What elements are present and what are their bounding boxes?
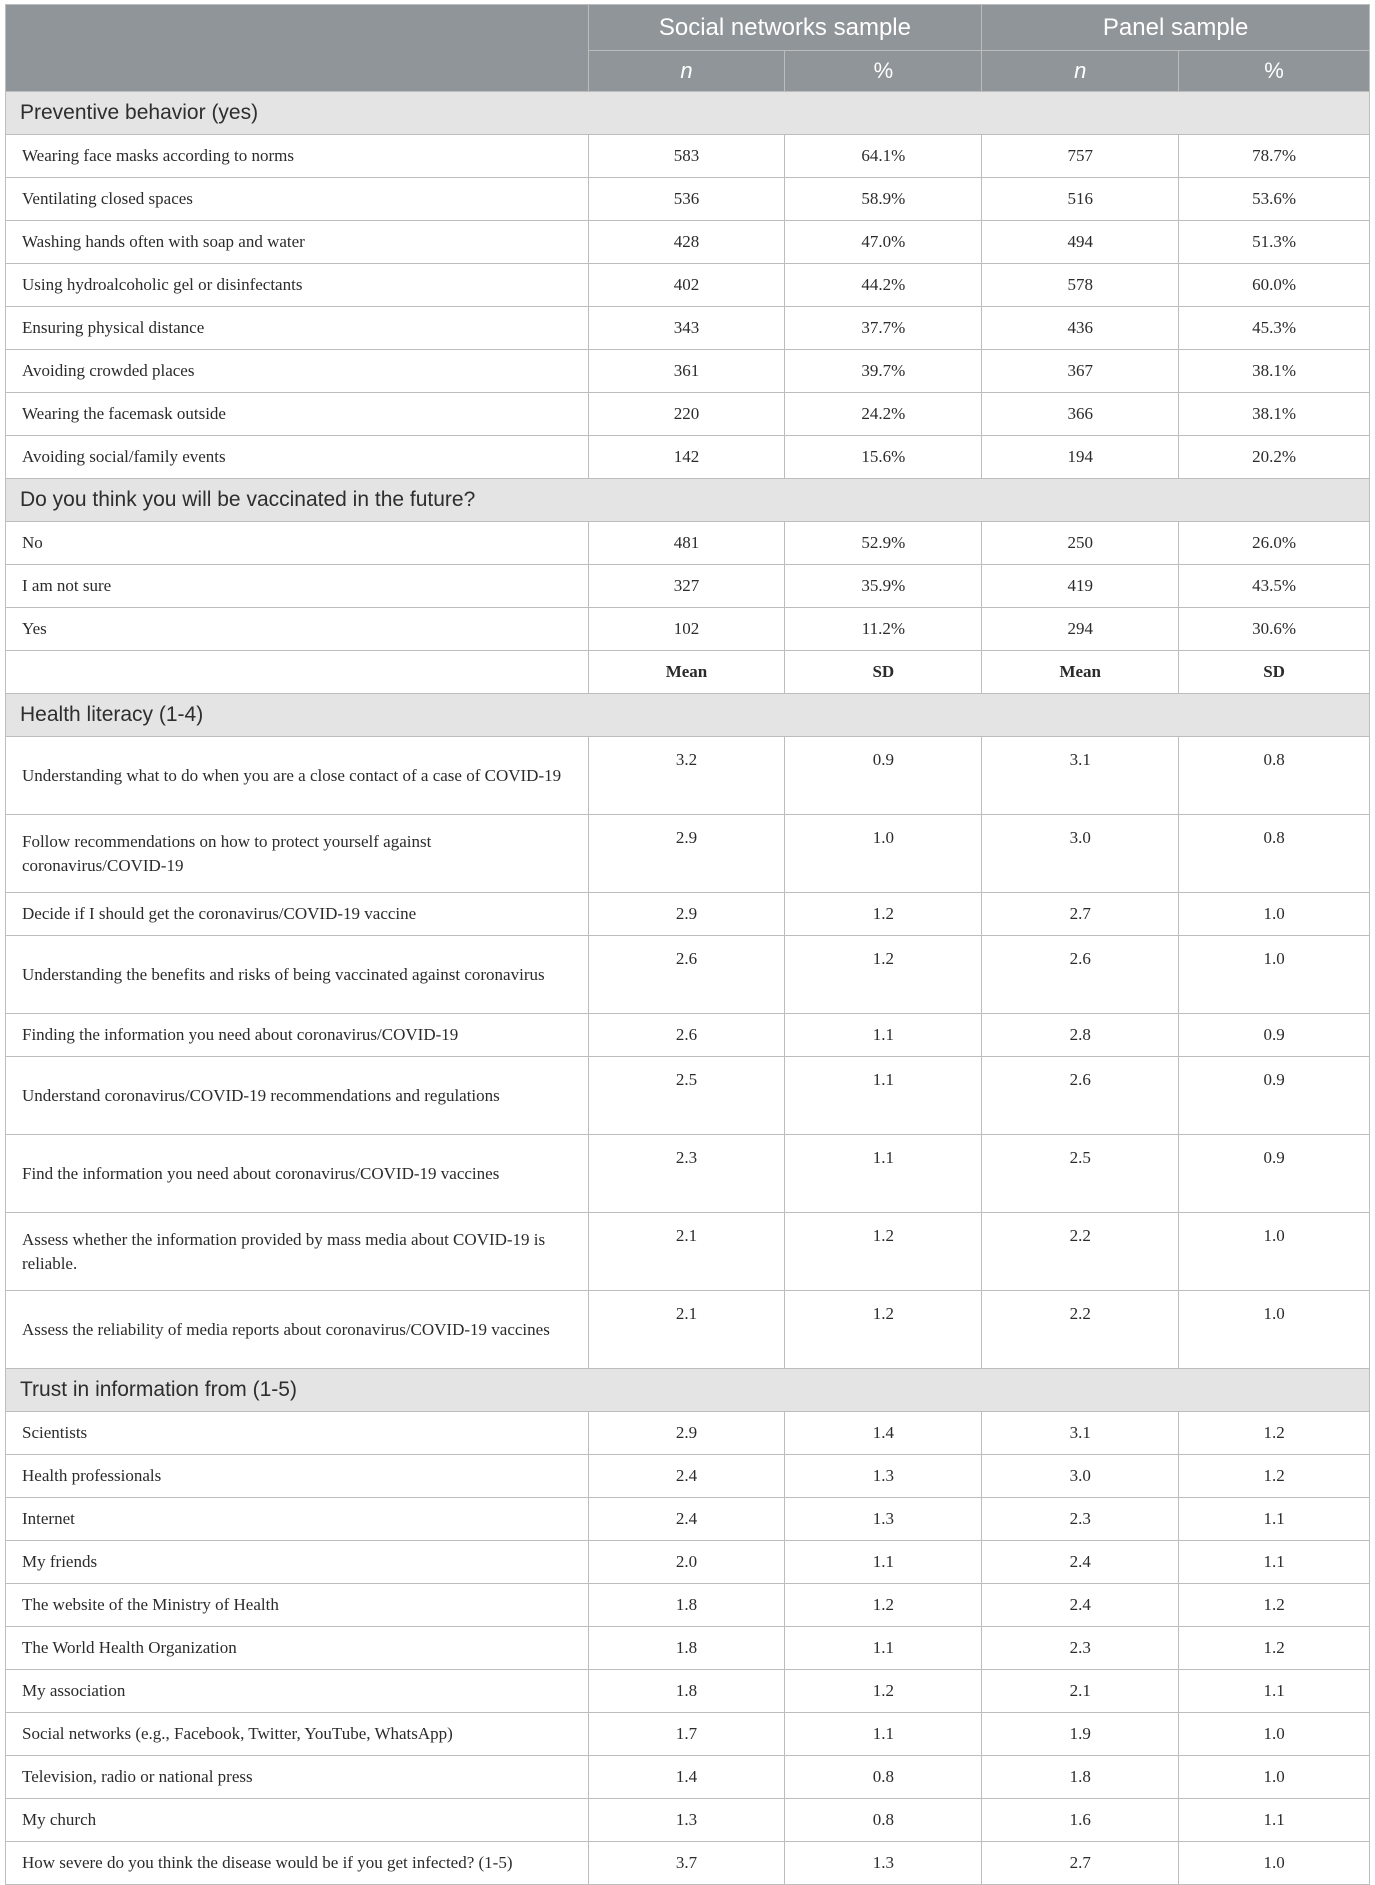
row-value: 2.8 [982,1014,1179,1057]
row-value: 0.8 [1179,737,1370,815]
row-value: 2.6 [982,1057,1179,1135]
row-value: 481 [588,522,785,565]
row-label: Understanding the benefits and risks of being vaccinated against coronavirus [6,936,589,1014]
row-value: 220 [588,393,785,436]
row-value: 24.2% [785,393,982,436]
row-value: 1.9 [982,1713,1179,1756]
row-value: 757 [982,135,1179,178]
row-value: 436 [982,307,1179,350]
row-value: 78.7% [1179,135,1370,178]
row-value: 0.9 [1179,1014,1370,1057]
table-row [6,1584,1370,1627]
row-label: Health professionals [6,1455,589,1498]
row-label: Avoiding crowded places [6,350,589,393]
row-value: 1.1 [785,1135,982,1213]
table-row [6,178,1370,221]
table-row [6,436,1370,479]
row-label: Understanding what to do when you are a close contact of a case of COVID-19 [6,737,589,815]
row-value: 47.0% [785,221,982,264]
row-value: 1.6 [982,1799,1179,1842]
table-row [6,135,1370,178]
stats-header-cell: SD [1179,651,1370,694]
row-value: 1.0 [1179,893,1370,936]
row-value: 38.1% [1179,350,1370,393]
stats-header-cell: Mean [982,651,1179,694]
row-value: 2.4 [588,1498,785,1541]
table-row [6,1057,1370,1135]
row-value: 1.0 [1179,1213,1370,1291]
row-value: 1.3 [785,1455,982,1498]
section-title: Do you think you will be vaccinated in the future? [6,479,1370,522]
row-value: 0.8 [1179,815,1370,893]
row-value: 2.1 [588,1291,785,1369]
row-value: 1.3 [588,1799,785,1842]
row-value: 1.2 [1179,1627,1370,1670]
row-value: 1.2 [785,1670,982,1713]
row-value: 2.3 [982,1627,1179,1670]
table-row [6,264,1370,307]
row-value: 1.8 [982,1756,1179,1799]
row-value: 2.9 [588,893,785,936]
row-value: 3.2 [588,737,785,815]
row-value: 2.3 [588,1135,785,1213]
header-pct-panel: % [1179,51,1370,92]
row-label: Ventilating closed spaces [6,178,589,221]
row-value: 583 [588,135,785,178]
row-value: 1.3 [785,1842,982,1885]
row-value: 2.4 [982,1541,1179,1584]
row-value: 0.9 [785,737,982,815]
results-table [5,4,1370,1885]
row-value: 1.4 [785,1412,982,1455]
row-value: 1.8 [588,1627,785,1670]
row-value: 0.8 [785,1799,982,1842]
row-value: 52.9% [785,522,982,565]
row-value: 53.6% [1179,178,1370,221]
row-value: 1.1 [785,1057,982,1135]
table-row [6,1291,1370,1369]
row-label: Ensuring physical distance [6,307,589,350]
row-value: 402 [588,264,785,307]
row-label: I am not sure [6,565,589,608]
row-value: 2.5 [982,1135,1179,1213]
row-value: 1.2 [1179,1412,1370,1455]
row-value: 26.0% [1179,522,1370,565]
row-value: 361 [588,350,785,393]
row-label: Assess whether the information provided by mass media about COVID-19 is reliable. [6,1213,589,1291]
row-value: 428 [588,221,785,264]
table-row [6,1455,1370,1498]
row-value: 2.9 [588,815,785,893]
table-row [6,522,1370,565]
row-label: Yes [6,608,589,651]
table-row [6,1498,1370,1541]
stats-header-cell: Mean [588,651,785,694]
row-value: 64.1% [785,135,982,178]
header-pct-social: % [785,51,982,92]
header-group-row [6,5,1370,51]
row-label: Television, radio or national press [6,1756,589,1799]
row-value: 1.1 [785,1014,982,1057]
row-value: 2.9 [588,1412,785,1455]
row-value: 11.2% [785,608,982,651]
row-value: 2.5 [588,1057,785,1135]
row-label: How severe do you think the disease would be if you get infected? (1-5) [6,1842,589,1885]
table-row [6,893,1370,936]
row-value: 1.2 [785,1584,982,1627]
row-value: 578 [982,264,1179,307]
row-value: 1.0 [1179,936,1370,1014]
row-value: 0.9 [1179,1057,1370,1135]
row-label: Assess the reliability of media reports about coronavirus/COVID-19 vaccines [6,1291,589,1369]
row-value: 1.1 [1179,1670,1370,1713]
row-value: 30.6% [1179,608,1370,651]
table-row [6,1842,1370,1885]
row-label: My church [6,1799,589,1842]
row-label: Find the information you need about coronavirus/COVID-19 vaccines [6,1135,589,1213]
row-value: 536 [588,178,785,221]
row-label: Decide if I should get the coronavirus/COVID-19 vaccine [6,893,589,936]
row-value: 43.5% [1179,565,1370,608]
row-value: 1.3 [785,1498,982,1541]
table-row [6,1627,1370,1670]
row-label: My friends [6,1541,589,1584]
row-value: 1.1 [785,1541,982,1584]
header-n-social: n [588,51,785,92]
row-value: 1.1 [1179,1541,1370,1584]
row-value: 2.1 [588,1213,785,1291]
row-value: 250 [982,522,1179,565]
table-row [6,1541,1370,1584]
row-value: 1.2 [785,936,982,1014]
row-value: 44.2% [785,264,982,307]
row-value: 367 [982,350,1179,393]
section-title: Trust in information from (1-5) [6,1369,1370,1412]
row-value: 2.2 [982,1291,1179,1369]
row-label: My association [6,1670,589,1713]
section-header-vaccinated [6,479,1370,522]
section-header-trust [6,1369,1370,1412]
row-value: 1.0 [785,815,982,893]
row-value: 2.2 [982,1213,1179,1291]
table-row [6,737,1370,815]
row-label: Wearing the facemask outside [6,393,589,436]
row-label: The website of the Ministry of Health [6,1584,589,1627]
row-value: 3.7 [588,1842,785,1885]
row-value: 1.1 [1179,1498,1370,1541]
table-row [6,1135,1370,1213]
row-label: Washing hands often with soap and water [6,221,589,264]
table-row [6,393,1370,436]
section-title: Health literacy (1-4) [6,694,1370,737]
table-row [6,1014,1370,1057]
row-value: 1.1 [785,1627,982,1670]
row-value: 2.7 [982,1842,1179,1885]
table-header [6,5,1370,92]
row-label: The World Health Organization [6,1627,589,1670]
table-row [6,350,1370,393]
row-value: 1.8 [588,1670,785,1713]
row-value: 516 [982,178,1179,221]
row-value: 1.0 [1179,1756,1370,1799]
row-value: 1.4 [588,1756,785,1799]
row-value: 3.1 [982,1412,1179,1455]
row-value: 1.7 [588,1713,785,1756]
row-value: 15.6% [785,436,982,479]
row-value: 1.8 [588,1584,785,1627]
row-value: 102 [588,608,785,651]
row-value: 2.6 [982,936,1179,1014]
stats-header-row [6,651,1370,694]
row-value: 2.6 [588,936,785,1014]
row-value: 1.2 [1179,1584,1370,1627]
row-value: 20.2% [1179,436,1370,479]
row-value: 194 [982,436,1179,479]
row-value: 3.0 [982,815,1179,893]
row-value: 38.1% [1179,393,1370,436]
row-value: 2.4 [982,1584,1179,1627]
row-label: Social networks (e.g., Facebook, Twitter, YouTube, WhatsApp) [6,1713,589,1756]
row-value: 343 [588,307,785,350]
row-value: 294 [982,608,1179,651]
table-row [6,1756,1370,1799]
stats-blank-cell [6,651,589,694]
table-row [6,1713,1370,1756]
row-label: Using hydroalcoholic gel or disinfectants [6,264,589,307]
header-n-panel: n [982,51,1179,92]
row-label: Avoiding social/family events [6,436,589,479]
row-value: 1.2 [785,1213,982,1291]
row-value: 45.3% [1179,307,1370,350]
header-social-networks-sample: Social networks sample [588,5,982,51]
row-value: 1.1 [785,1713,982,1756]
row-value: 58.9% [785,178,982,221]
table-row [6,1412,1370,1455]
table-body [6,92,1370,1885]
row-value: 2.4 [588,1455,785,1498]
row-value: 1.2 [785,893,982,936]
row-value: 1.1 [1179,1799,1370,1842]
row-value: 3.0 [982,1455,1179,1498]
stats-header-cell: SD [785,651,982,694]
row-label: Scientists [6,1412,589,1455]
row-value: 494 [982,221,1179,264]
row-label: Follow recommendations on how to protect yourself against coronavirus/COVID-19 [6,815,589,893]
row-value: 2.6 [588,1014,785,1057]
row-value: 327 [588,565,785,608]
row-value: 35.9% [785,565,982,608]
row-value: 142 [588,436,785,479]
section-title: Preventive behavior (yes) [6,92,1370,135]
table-row [6,1799,1370,1842]
row-value: 1.2 [1179,1455,1370,1498]
header-blank-cell [6,5,589,92]
row-value: 60.0% [1179,264,1370,307]
table-row [6,1670,1370,1713]
row-label: No [6,522,589,565]
table-row [6,815,1370,893]
row-value: 1.2 [785,1291,982,1369]
row-value: 419 [982,565,1179,608]
table-row [6,936,1370,1014]
row-label: Wearing face masks according to norms [6,135,589,178]
row-label: Understand coronavirus/COVID-19 recommendations and regulations [6,1057,589,1135]
table-row [6,307,1370,350]
row-value: 2.1 [982,1670,1179,1713]
row-value: 1.0 [1179,1713,1370,1756]
row-label: Finding the information you need about coronavirus/COVID-19 [6,1014,589,1057]
row-value: 2.0 [588,1541,785,1584]
row-value: 2.3 [982,1498,1179,1541]
section-header-preventive [6,92,1370,135]
row-value: 51.3% [1179,221,1370,264]
section-header-literacy [6,694,1370,737]
table-row [6,608,1370,651]
row-value: 1.0 [1179,1291,1370,1369]
row-value: 366 [982,393,1179,436]
row-value: 0.9 [1179,1135,1370,1213]
row-value: 37.7% [785,307,982,350]
row-label: Internet [6,1498,589,1541]
table-row [6,565,1370,608]
row-value: 0.8 [785,1756,982,1799]
row-value: 3.1 [982,737,1179,815]
row-value: 1.0 [1179,1842,1370,1885]
header-panel-sample: Panel sample [982,5,1370,51]
row-value: 39.7% [785,350,982,393]
table-row [6,221,1370,264]
row-value: 2.7 [982,893,1179,936]
table-row [6,1213,1370,1291]
